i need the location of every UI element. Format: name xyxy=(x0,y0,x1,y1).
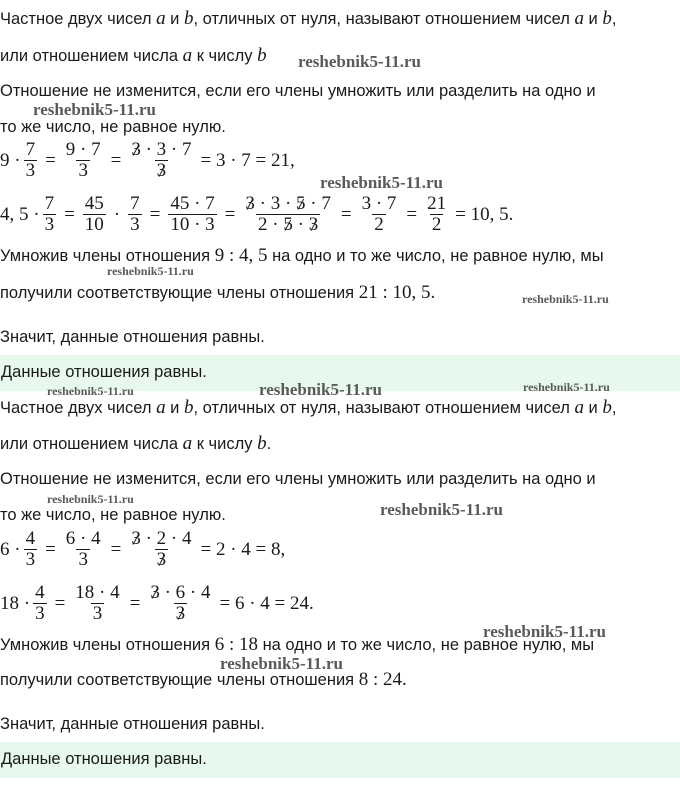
watermark: reshebnik5-11.ru xyxy=(298,52,421,71)
equation-1: 9 · $\frac{7}{3}$ = $\frac{9 \cdot 7}{3}$ = $\frac{3 \cdot 3 \cdot 7}{3}$ = 3 · 7 = 21, xyxy=(0,139,295,181)
watermark: reshebnik5-11.ru xyxy=(259,380,382,399)
watermark: reshebnik5-11.ru xyxy=(483,622,606,641)
watermark: reshebnik5-11.ru xyxy=(522,292,609,306)
answer-box: Данные отношения равны. xyxy=(0,742,680,778)
therefore-text: Значит, данные отношения равны. xyxy=(0,715,265,733)
definition-line-1: Частное двух чисел a и b, отличных от нуля, называют отношением чисел a и b, xyxy=(0,8,617,29)
property-line-2: то же число, не равное нулю. xyxy=(0,118,226,136)
watermark: reshebnik5-11.ru xyxy=(107,264,194,278)
watermark: reshebnik5-11.ru xyxy=(380,500,503,519)
conclusion-line-2: получили соответствующие члены отношения 8 : 24. xyxy=(0,669,407,690)
equation-2: 18 · $\frac{4}{3}$ = $\frac{18 \cdot 4}{3}$ = $\frac{3 \cdot 6 \cdot 4}{3}$ = 6 · 4 = 24. xyxy=(0,582,314,624)
watermark: reshebnik5-11.ru xyxy=(523,380,610,394)
conclusion-line-1: Умножив члены отношения 6 : 18 на одно и то же число, не равное нулю, мы xyxy=(0,634,595,655)
conclusion-line-1: Умножив члены отношения 9 : 4, 5 на одно и то же число, не равное нулю, мы xyxy=(0,245,604,266)
answer-box: Данные отношения равны. xyxy=(0,355,680,391)
watermark: reshebnik5-11.ru xyxy=(47,384,134,398)
watermark: reshebnik5-11.ru xyxy=(220,654,343,673)
definition-line-2: или отношением числа a к числу b xyxy=(0,45,267,66)
definition-line-2: или отношением числа a к числу b. xyxy=(0,433,272,454)
watermark: reshebnik5-11.ru xyxy=(320,173,443,192)
equation-2: 4, 5 · $\frac{7}{3}$ = $\frac{45}{10}$ · $\frac{7}{3}$ = $\frac{45 \cdot 7}{10 \cdot 3}$ = $\frac{3 \cdot 3 \cdot 5 \cdot 7}{2 \cdot 5 \cdot 3}$ = $\frac{3 \cdot 7}{2}$ = $\frac{21}{2}$ = 10, 5. xyxy=(0,193,514,235)
equation-1: 6 · $\frac{4}{3}$ = $\frac{6 \cdot 4}{3}$ = $\frac{3 \cdot 2 \cdot 4}{3}$ = 2 · 4 = 8, xyxy=(0,528,286,570)
property-line-2: то же число, не равное нулю. xyxy=(0,506,226,524)
definition-line-1: Частное двух чисел a и b, отличных от нуля, называют отношением чисел a и b, xyxy=(0,397,617,418)
conclusion-line-2: получили соответствующие члены отношения 21 : 10, 5. xyxy=(0,282,436,303)
therefore-text: Значит, данные отношения равны. xyxy=(0,328,265,346)
property-line-1: Отношение не изменится, если его члены умножить или разделить на одно и xyxy=(0,470,596,488)
property-line-1: Отношение не изменится, если его члены умножить или разделить на одно и xyxy=(0,82,596,100)
watermark: reshebnik5-11.ru xyxy=(47,492,134,506)
watermark: reshebnik5-11.ru xyxy=(33,100,156,119)
